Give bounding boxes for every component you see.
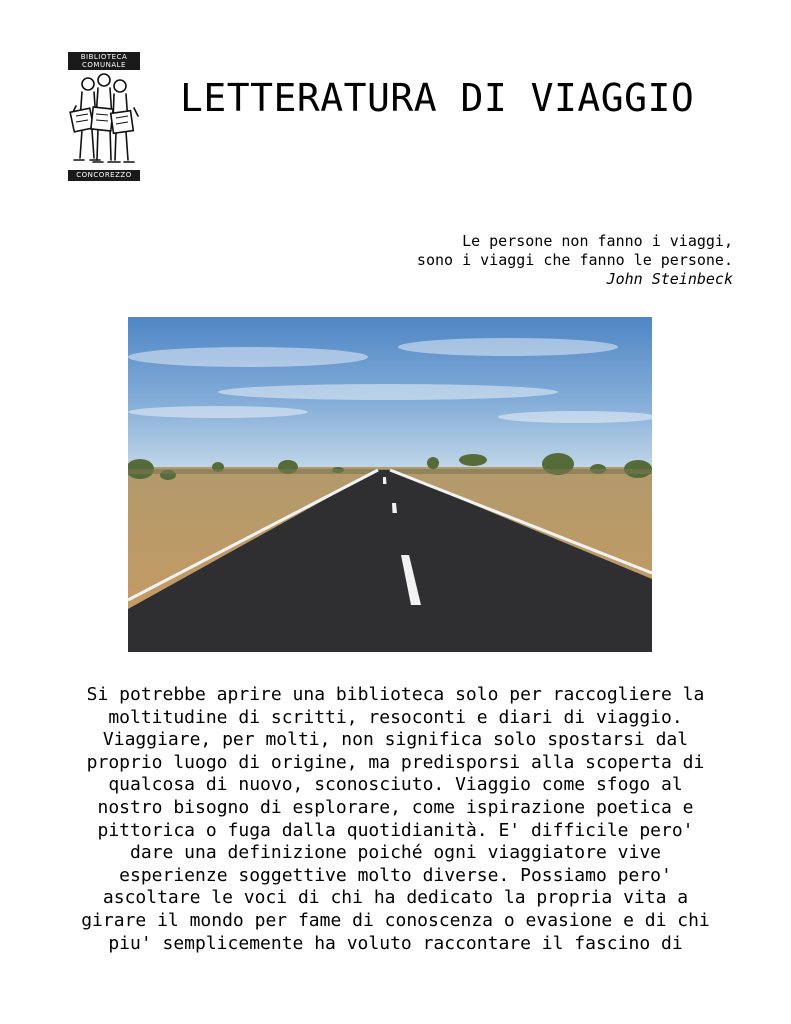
page-title: LETTERATURA DI VIAGGIO: [180, 76, 695, 120]
road-photo: [128, 317, 652, 652]
body-line: proprio luogo di origine, ma predisporsi alla scoperta di: [86, 751, 705, 773]
body-paragraph: [50, 684, 741, 955]
body-line: qualcosa di nuovo, sconosciuto. Viaggio come sfogo al: [108, 774, 683, 796]
body-line: pittorica o fuga dalla quotidianità. E' difficile pero': [97, 819, 694, 841]
body-line: dare una definizione poiché ogni viaggiatore vive: [129, 842, 661, 864]
epigraph-quote: [417, 232, 733, 289]
logo-top-line2: COMUNALE: [82, 61, 126, 69]
body-line: ascoltare le voci di chi ha dedicato la propria vita a: [102, 887, 689, 909]
quote-line: Le persone non fanno i viaggi,: [462, 232, 733, 250]
logo-top-line1: BIBLIOTECA: [80, 53, 128, 61]
logo-bottom-band: [68, 170, 140, 181]
body-line: piu' semplicemente ha voluto raccontare il fascino di: [108, 932, 683, 954]
readers-figures-icon: [68, 70, 142, 170]
body-line: Si potrebbe aprire una biblioteca solo per raccogliere la: [86, 684, 705, 705]
body-line: esperienze soggettive molto diverse. Possiamo pero': [119, 864, 672, 886]
quote-author: John Steinbeck: [606, 270, 733, 288]
logo-top-band: [68, 52, 140, 70]
body-line: nostro bisogno di esplorare, come ispirazione poetica e: [97, 796, 694, 818]
body-line: girare il mondo per fame di conoscenza o evasione e di chi: [81, 909, 710, 931]
body-line: Viaggiare, per molti, non significa solo spostarsi dal: [102, 729, 689, 751]
body-line: moltitudine di scritti, resoconti e diari di viaggio.: [108, 706, 683, 728]
logo-bottom-text: CONCOREZZO: [76, 171, 132, 179]
library-logo: [68, 52, 142, 182]
quote-line: sono i viaggi che fanno le persone.: [416, 251, 733, 269]
